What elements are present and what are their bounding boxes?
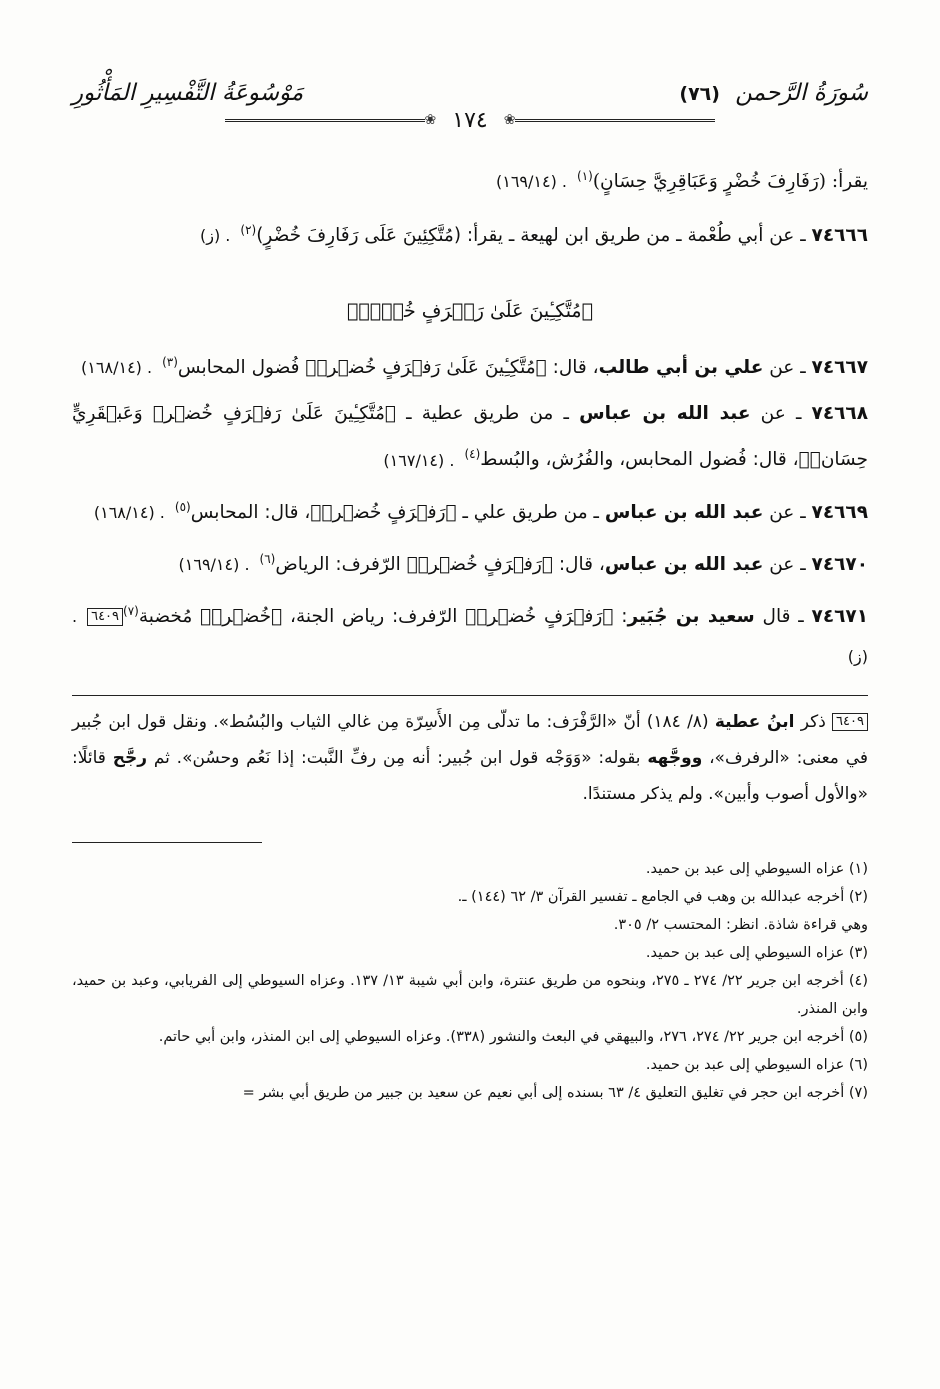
page-number-row: [72, 108, 868, 132]
scholar-name: ابنُ عطية: [714, 712, 795, 733]
reference: . (ز): [200, 226, 231, 246]
footnote: (٥) أخرجه ابن جرير ٢٢/ ٢٧٤، ٢٧٦، والبيهقي في البعث والنشور (٣٣٨). وعزاه السيوطي إلى ابن المنذر، وابن أبي حاتم.: [158, 1029, 868, 1046]
narration-text: ، قال: ﴿رَفۡرَفٍ خُضۡرٖ﴾ الرّفرف: الرياض: [275, 553, 605, 575]
narration-number: ٧٤٦٧١: [811, 606, 869, 628]
footnote: (١) عزاه السيوطي إلى عبد بن حميد.: [645, 861, 868, 878]
footnote-marker: (٤): [464, 447, 481, 462]
footnote: (٣) عزاه السيوطي إلى عبد بن حميد.: [645, 945, 868, 962]
commentary-text: بقوله: «وَوَجْه قول ابن جُبير: أنه مِن رفِّ النَّبت: إذا نَعُم وحسُن». ثم: [147, 748, 648, 769]
narration-number: ٧٤٦٦٩: [811, 501, 868, 523]
footnote-marker: (٧): [123, 603, 139, 618]
narration: [72, 539, 868, 585]
commentary: [72, 704, 868, 812]
footnote: (٢) أخرجه عبدالله بن وهب في الجامع ـ تفسير القرآن ٣/ ٦٢ (١٤٤) ـ.: [457, 889, 868, 906]
narration-prefix: ـ عن: [763, 357, 812, 379]
narration: [72, 342, 868, 388]
narrator: عبد الله بن عباس: [604, 553, 764, 575]
narration-number: ٧٤٦٦٨: [811, 403, 869, 425]
footnote-marker: (٦): [259, 551, 276, 566]
narration-text: : ﴿رَفۡرَفٍ خُضۡرٖ﴾ الرّفرف: رياض الجنة، ﴿خُضۡرٖ﴾ مُخضبة: [138, 606, 628, 628]
narrator: عبد الله بن عباس: [579, 403, 751, 425]
commentary-keyword: ووجَّهه: [647, 748, 703, 769]
reference: . (١٦٧/١٤): [383, 450, 455, 470]
book-page: [72, 70, 868, 1107]
narrator: علي بن أبي طالب: [598, 357, 764, 379]
commentary-keyword: رجَّح: [112, 748, 148, 769]
narration-number: ٧٤٦٦٧: [811, 357, 868, 379]
footnote: (٤) أخرجه ابن جرير ٢٢/ ٢٧٤ ـ ٢٧٥، وبنحوه من طريق عنترة، وابن أبي شيبة ١٣/ ١٣٧. وعزاه السيوطي إلى الفريابي، وعبد بن حميد، وابن المنذر.: [72, 973, 869, 1018]
narration-prefix: ـ عن: [763, 501, 812, 523]
footnote-marker: (٣): [162, 355, 178, 370]
narration-prefix: ـ قال: [754, 606, 812, 628]
narration-prefix: ـ عن: [763, 553, 812, 575]
commentary-text: (٨/ ١٨٤) أنّ «الرَّفْرَف: ما تدلّى مِن الأَسِرّة مِن غالي الثياب والبُسُط». ونقل قول ابن جُبير في معنى: «الرفرف»،: [72, 712, 869, 769]
narration: [72, 487, 868, 533]
surah-name: سُورَةُ الرَّحمن: [735, 80, 868, 106]
narration: [72, 210, 868, 256]
narration-text: ـ من طريق عطية ـ ﴿مُتَّكِـِٔينَ عَلَىٰ رَفۡرَفٍ خُضۡرٖ وَعَبۡقَرِيٍّ حِسَانٖ﴾، قال: فُضول المحابس، والفُرُش، والبُسط: [72, 403, 868, 471]
reference: . (١٦٨/١٤): [93, 502, 165, 522]
footnote: وهي قراءة شاذة. انظر: المحتسب ٢/ ٣٠٥.: [613, 917, 868, 934]
commentary-number-box: ٦٤٠٩: [832, 713, 868, 731]
narration-number: ٧٤٦٦٦: [811, 225, 868, 247]
narration-text: ـ عن أبي طُعْمة ـ من طريق ابن لهيعة ـ يقرأ: (مُتَّكِئِينَ عَلَى رَفَارِفَ خُضْرٍ): [256, 225, 812, 247]
page-header: [72, 70, 868, 132]
narration-prefix: ـ عن: [750, 403, 812, 425]
ornament-icon: ❀: [503, 112, 516, 128]
narration-text: ، قال: ﴿مُتَّكِـِٔينَ عَلَىٰ رَفۡرَفٍ خُضۡرٖ﴾ فُضول المحابس: [177, 357, 599, 379]
commentary-text: قائلًا: «والأول أصوب وأبين». ولم يذكر مستندًا.: [72, 748, 868, 805]
footnote-divider: [72, 842, 262, 843]
section-divider: [72, 695, 868, 696]
narration: [72, 591, 868, 677]
cross-reference-box: ٦٤٠٩: [87, 608, 123, 626]
commentary-text: ذكر: [794, 712, 833, 733]
narration-number: ٧٤٦٧٠: [811, 553, 868, 575]
page-number: ١٧٤: [446, 108, 493, 133]
reference: . (١٦٩/١٤): [495, 172, 568, 192]
ornament-icon: ❀: [424, 112, 437, 128]
footnote-marker: (٥): [174, 499, 191, 514]
narration-text: ـ من طريق علي ـ ﴿رَفۡرَفٍ خُضۡرٖ﴾، قال: المحابس: [190, 501, 605, 523]
footnote-marker: (٢): [240, 223, 257, 238]
line-text: يقرأ: (رَفَارِفَ خُضْرٍ وَعَبَاقِرِيَّ حِسَانٍ): [592, 171, 868, 193]
reference: . (١٦٨/١٤): [81, 358, 153, 378]
narrator: عبد الله بن عباس: [604, 501, 764, 523]
book-title: مَوْسُوعَةُ التَّفْسِيرِ المَأْثُورِ: [72, 80, 304, 106]
surah-title: [679, 80, 868, 106]
footnote: (٦) عزاه السيوطي إلى عبد بن حميد.: [645, 1057, 868, 1074]
text-line: [72, 156, 868, 202]
footnote: (٧) أخرجه ابن حجر في تغليق التعليق ٤/ ٦٣ بسنده إلى أبي نعيم عن سعيد بن جبير من طريق أبي بشر =: [242, 1085, 868, 1102]
footnotes: [72, 855, 868, 1107]
narration: [72, 394, 868, 480]
reference: . (١٦٩/١٤): [178, 554, 250, 574]
footnote-marker: (١): [577, 169, 593, 183]
rule-right: [515, 119, 715, 122]
rule-left: [225, 119, 425, 122]
narrator: سعيد بن جُبَير: [627, 606, 755, 628]
surah-number: (٧٦): [679, 83, 720, 105]
section-heading: ﴿مُتَّكِـِٔينَ عَلَىٰ رَفۡرَفٍ خُضۡرٖ﴾: [346, 300, 594, 323]
reference: . (ز): [72, 607, 868, 667]
